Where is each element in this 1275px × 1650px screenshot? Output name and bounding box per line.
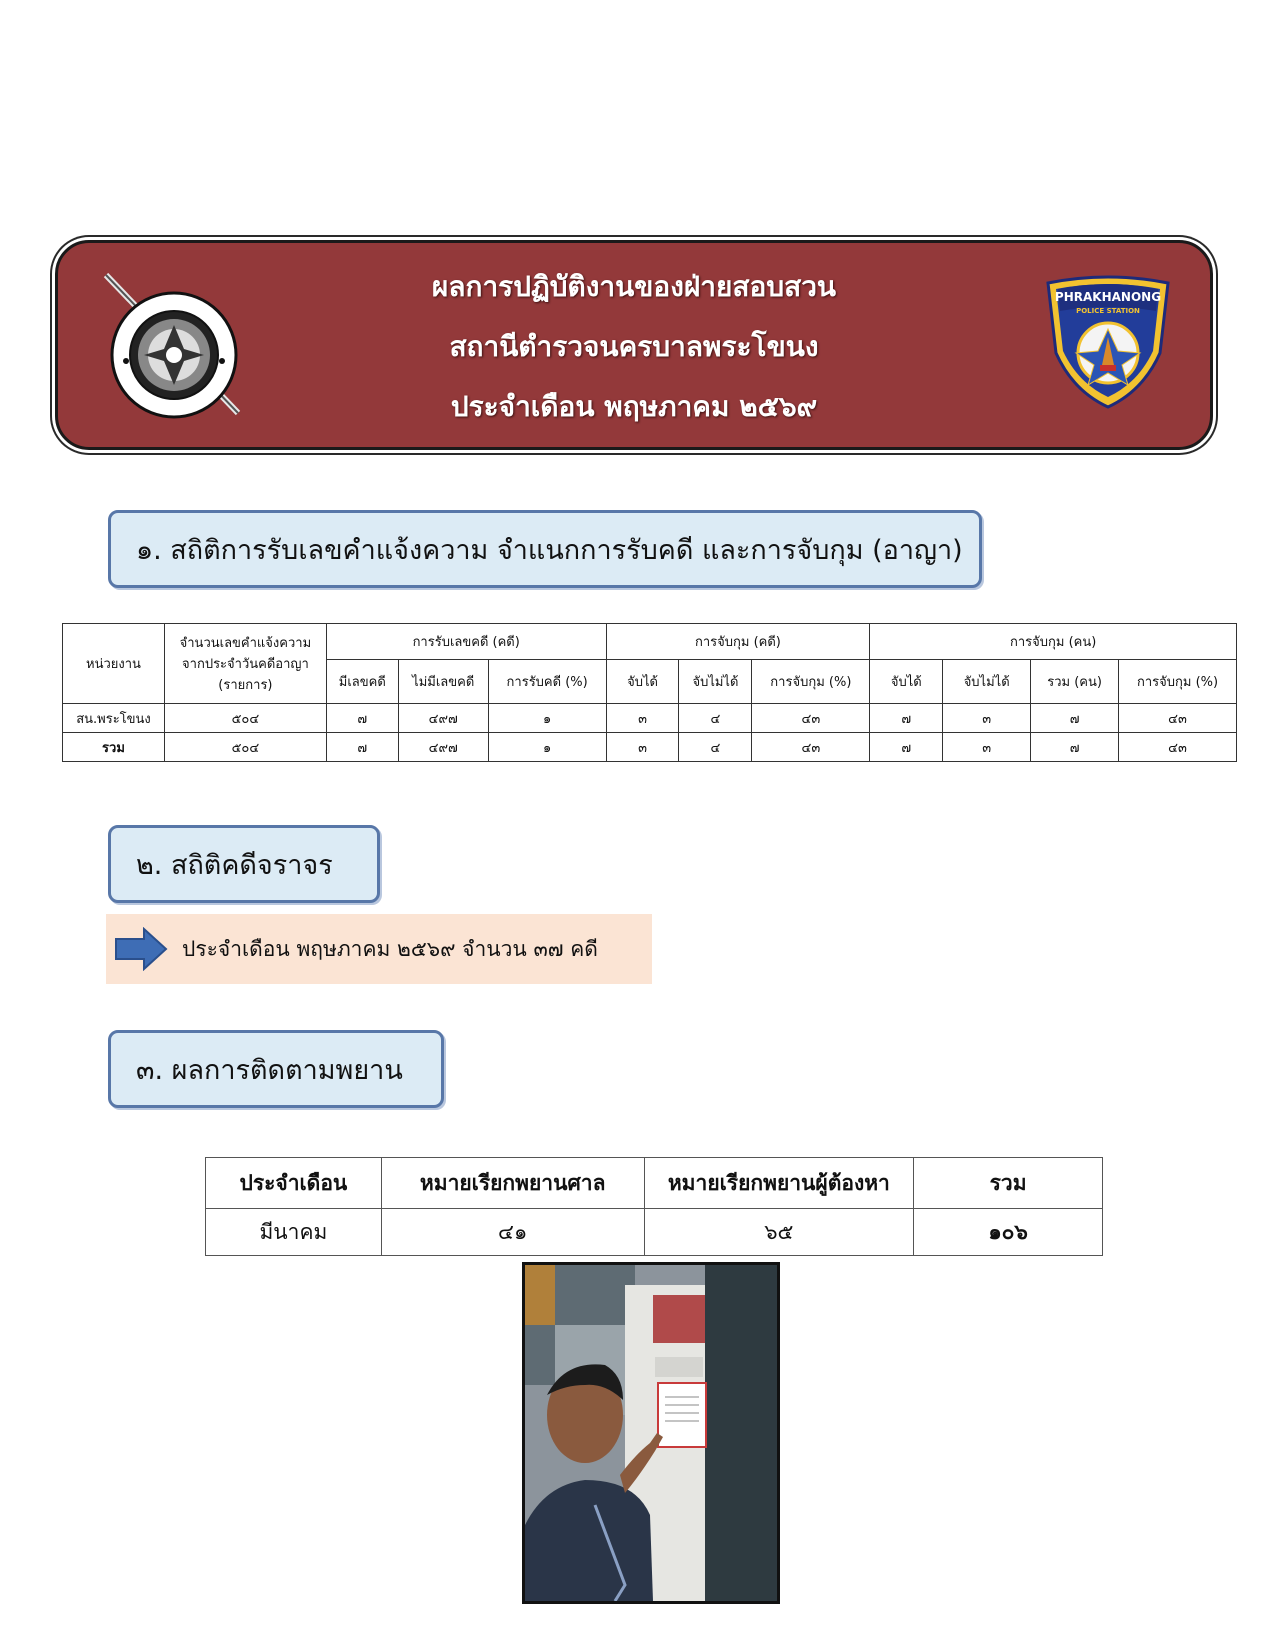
cell-persons-caught: ๗ [870, 704, 943, 733]
header-reports-line1: จำนวนเลขคำแจ้งความ [179, 636, 312, 651]
right-arrow-icon [114, 927, 168, 971]
cell-receipt-pct: ๑ [488, 704, 606, 733]
cell-receipt-pct: ๑ [488, 733, 606, 762]
photo-illustration [525, 1265, 777, 1601]
cell-arrest-pct: ๔๓ [752, 704, 870, 733]
header-arrest-persons: การจับกุม (คน) [870, 624, 1237, 660]
header-banner [55, 240, 1213, 450]
cell-no-case: ๔๙๗ [398, 733, 488, 762]
header-suspect-summons: หมายเรียกพยานผู้ต้องหา [644, 1158, 914, 1209]
subheader-no-case: ไม่มีเลขคดี [398, 660, 488, 704]
cell-persons-not-caught: ๓ [943, 704, 1031, 733]
section3-heading: ๓. ผลการติดตามพยาน [108, 1030, 444, 1108]
cell-month: มีนาคม [206, 1209, 382, 1256]
traffic-summary-box [106, 914, 652, 984]
subheader-persons-not-caught: จับไม่ได้ [943, 660, 1031, 704]
subheader-not-caught: จับไม่ได้ [679, 660, 752, 704]
section1-heading: ๑. สถิติการรับเลขคำแจ้งความ จำแนกการรับคดี และการจับกุม (อาญา) [108, 510, 982, 588]
subheader-arrest-pct: การจับกุม (%) [752, 660, 870, 704]
cell-unit: สน.พระโขนง [63, 704, 165, 733]
cell-unit: รวม [63, 733, 165, 762]
header-total: รวม [914, 1158, 1103, 1209]
cell-persons-total: ๗ [1031, 733, 1119, 762]
banner-title-line2: สถานีตำรวจนครบาลพระโขนง [449, 330, 819, 363]
cell-has-case: ๗ [326, 704, 398, 733]
cell-suspect-summons: ๖๕ [644, 1209, 914, 1256]
header-unit: หน่วยงาน [63, 624, 165, 704]
header-arrest-cases: การจับกุม (คดี) [606, 624, 870, 660]
cell-reports: ๕๐๔ [164, 733, 326, 762]
subheader-persons-caught: จับได้ [870, 660, 943, 704]
header-month: ประจำเดือน [206, 1158, 382, 1209]
table-row [63, 704, 1237, 733]
section2-heading: ๒. สถิติคดีจราจร [108, 825, 380, 903]
royal-thai-police-logo [98, 263, 248, 423]
table-row-total [63, 733, 1237, 762]
subheader-persons-arrest-pct: การจับกุม (%) [1119, 660, 1237, 704]
header-court-summons: หมายเรียกพยานศาล [381, 1158, 644, 1209]
cell-persons-arrest-pct: ๔๓ [1119, 704, 1237, 733]
subheader-receipt-pct: การรับคดี (%) [488, 660, 606, 704]
subheader-has-case: มีเลขคดี [326, 660, 398, 704]
subheader-caught: จับได้ [606, 660, 679, 704]
crime-statistics-table [62, 623, 1237, 762]
subheader-persons-total: รวม (คน) [1031, 660, 1119, 704]
phrakhanong-police-station-logo [1038, 273, 1178, 413]
cell-persons-not-caught: ๓ [943, 733, 1031, 762]
cell-court-summons: ๔๑ [381, 1209, 644, 1256]
cell-no-case: ๔๙๗ [398, 704, 488, 733]
witness-tracking-table [205, 1157, 1103, 1256]
banner-title-line3: ประจำเดือน พฤษภาคม ๒๕๖๙ [450, 390, 818, 423]
header-reports-line3: (รายการ) [218, 678, 273, 693]
svg-text:PHRAKHANONG: PHRAKHANONG [1054, 290, 1162, 304]
cell-persons-caught: ๗ [870, 733, 943, 762]
cell-total: ๑๐๖ [914, 1209, 1103, 1256]
cell-reports: ๕๐๔ [164, 704, 326, 733]
cell-caught: ๓ [606, 733, 679, 762]
cell-has-case: ๗ [326, 733, 398, 762]
cell-not-caught: ๔ [679, 733, 752, 762]
officer-posting-summons-photo [522, 1262, 780, 1604]
svg-text:POLICE STATION: POLICE STATION [1076, 307, 1140, 315]
traffic-summary-text: ประจำเดือน พฤษภาคม ๒๕๖๙ จำนวน ๓๗ คดี [182, 936, 598, 961]
table-row [206, 1209, 1103, 1256]
banner-title-line1: ผลการปฏิบัติงานของฝ่ายสอบสวน [431, 270, 837, 303]
cell-not-caught: ๔ [679, 704, 752, 733]
cell-arrest-pct: ๔๓ [752, 733, 870, 762]
header-case-receipt: การรับเลขคดี (คดี) [326, 624, 606, 660]
header-reports [164, 624, 326, 704]
header-reports-line2: จากประจำวันคดีอาญา [182, 657, 309, 672]
cell-persons-arrest-pct: ๔๓ [1119, 733, 1237, 762]
cell-caught: ๓ [606, 704, 679, 733]
cell-persons-total: ๗ [1031, 704, 1119, 733]
